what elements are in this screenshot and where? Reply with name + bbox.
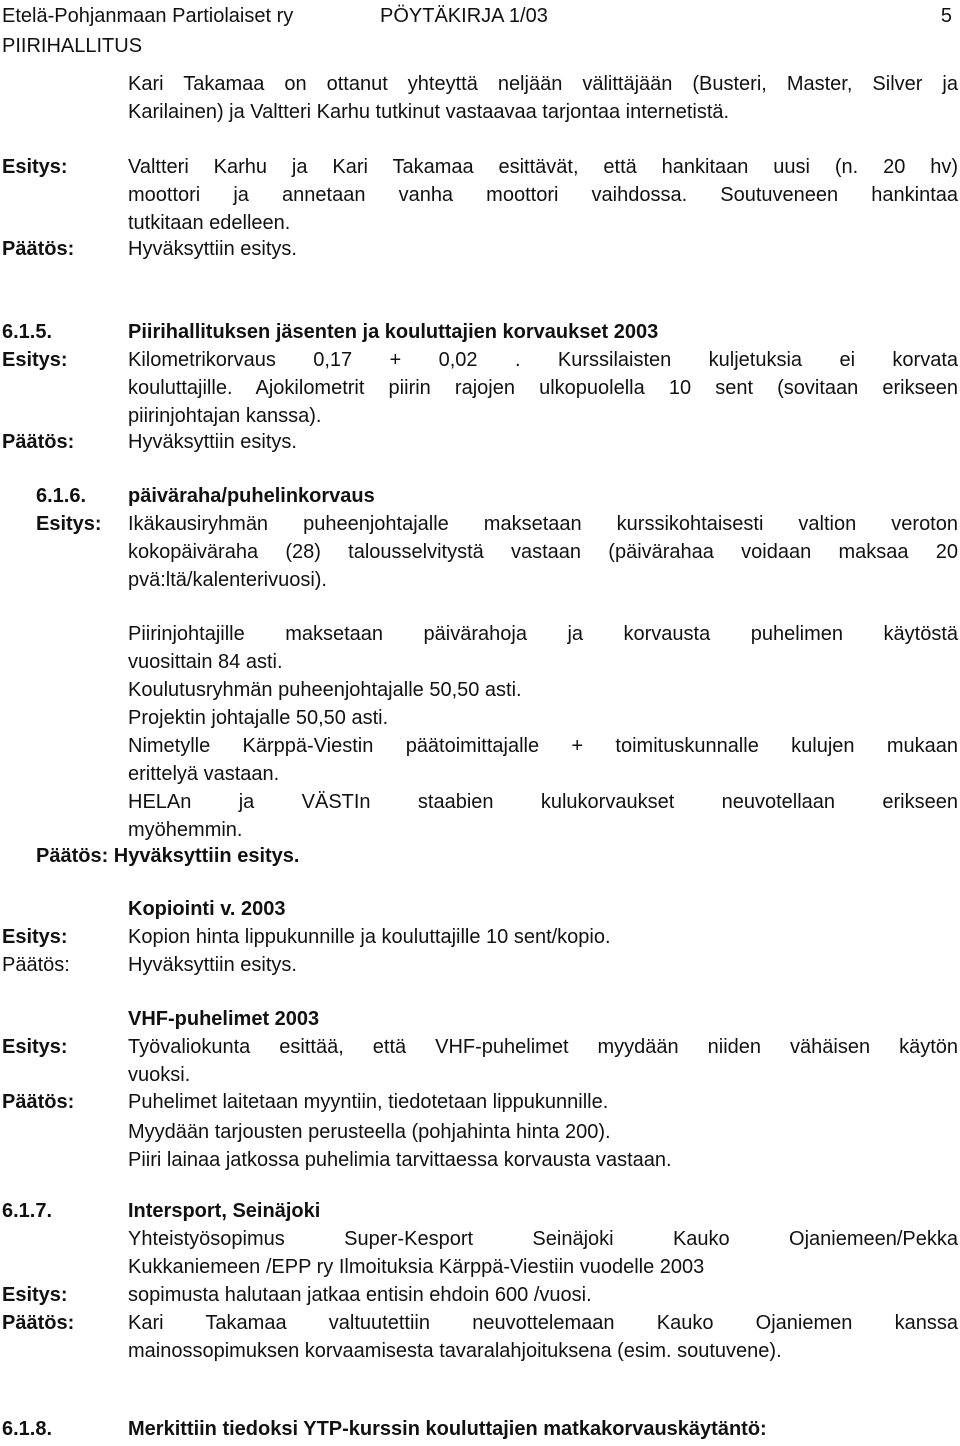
decision-label: Päätös: [2,238,75,260]
text-line: Kukkaniemeen /EPP ry Ilmoituksia Kärppä-Viestiin vuodelle 2003 [128,1256,705,1278]
text-line: mainossopimuksen korvaamisesta tavaralahjoituksena (esim. soutuvene). [128,1340,782,1362]
page-number: 5 [940,5,952,27]
text-line: myöhemmin. [128,819,243,841]
document-title: PÖYTÄKIRJA 1/03 [380,5,548,27]
text-line: Myydään tarjousten perusteella (pohjahinta hinta 200). [128,1121,611,1143]
decision-text: Hyväksyttiin esitys. [128,954,297,976]
decision-line [36,842,299,870]
text-line: vuoksi. [128,1064,191,1086]
section-number: 6.1.8. [2,1418,53,1440]
section-title: päiväraha/puhelinkorvaus [128,485,375,507]
decision-label: Päätös: [2,431,75,453]
text-line: kouluttajille. Ajokilometrit piirin rajojen ulkopuolella 10 sent (sovitaan erikseen [128,377,958,399]
section-number: 6.1.6. [36,485,87,507]
text-line: Kopion hinta lippukunnille ja kouluttajille 10 sent/kopio. [128,926,611,948]
text-line: Piiri lainaa jatkossa puhelimia tarvittaessa korvausta vastaan. [128,1149,672,1171]
page-header [0,2,960,62]
section-title: VHF-puhelimet 2003 [128,1008,320,1030]
decision-label: Päätös: [2,1312,75,1334]
text-line: Kilometrikorvaus 0,17 + 0,02 . Kurssilaisten kuljetuksia ei korvata [128,349,958,371]
proposal-label: Esitys: [2,156,68,178]
section-number: 6.1.7. [2,1200,53,1222]
proposal-label: Esitys: [36,513,102,535]
board-name: PIIRIHALLITUS [2,35,143,57]
text-line: piirinjohtajan kanssa). [128,405,322,427]
decision-text: Hyväksyttiin esitys. [128,431,297,453]
section-title: Intersport, Seinäjoki [128,1200,321,1222]
section-number: 6.1.5. [2,321,53,343]
decision-text: Päätös: Hyväksyttiin esitys. [36,845,300,867]
text-line: sopimusta halutaan jatkaa entisin ehdoin 600 /vuosi. [128,1284,592,1306]
text-line: moottori ja annetaan vanha moottori vaihdossa. Soutuveneen hankintaa [128,184,958,206]
text-line: Koulutusryhmän puheenjohtajalle 50,50 asti. [128,679,522,701]
text-line: tutkitaan edelleen. [128,212,291,234]
decision-label: Päätös: [2,954,70,976]
text-line: Yhteistyösopimus Super-Kesport Seinäjoki Kauko Ojaniemeen/Pekka [128,1228,958,1250]
text-line: Piirinjohtajille maksetaan päivärahoja ja korvausta puhelimen käytöstä [128,623,958,645]
proposal-label: Esitys: [2,926,68,948]
organization-name: Etelä-Pohjanmaan Partiolaiset ry [2,5,294,27]
text-line: kokopäiväraha (28) talousselvitystä vastaan (päivärahaa voidaan maksaa 20 [128,541,958,563]
section-title: Kopiointi v. 2003 [128,898,286,920]
text-line: HELAn ja VÄSTIn staabien kulukorvaukset neuvotellaan erikseen [128,791,958,813]
text-line: erittelyä vastaan. [128,763,280,785]
section-title: Piirihallituksen jäsenten ja kouluttajien korvaukset 2003 [128,321,659,343]
text-line: Nimetylle Kärppä-Viestin päätoimittajalle + toimituskunnalle kulujen mukaan [128,735,958,757]
decision-text: Hyväksyttiin esitys. [128,238,297,260]
text-line: Ikäkausiryhmän puheenjohtajalle maksetaan kurssikohtaisesti valtion veroton [128,513,958,535]
section-title: Merkittiin tiedoksi YTP-kurssin kouluttajien matkakorvauskäytäntö: [128,1418,767,1440]
decision-label: Päätös: [2,1091,75,1113]
text-line: Projektin johtajalle 50,50 asti. [128,707,389,729]
text-line: Puhelimet laitetaan myyntiin, tiedotetaan lippukunnille. [128,1091,609,1113]
proposal-label: Esitys: [2,1284,68,1306]
text-line: vuosittain 84 asti. [128,651,283,673]
proposal-label: Esitys: [2,349,68,371]
text-line: Kari Takamaa valtuutettiin neuvottelemaan Kauko Ojaniemen kanssa [128,1312,958,1334]
text-line: Kari Takamaa on ottanut yhteyttä neljään välittäjään (Busteri, Master, Silver ja [128,73,958,95]
text-line: pvä:ltä/kalenterivuosi). [128,569,327,591]
text-line: Valtteri Karhu ja Kari Takamaa esittävät, että hankitaan uusi (n. 20 hv) [128,156,958,178]
proposal-label: Esitys: [2,1036,68,1058]
text-line: Karilainen) ja Valtteri Karhu tutkinut vastaavaa tarjontaa internetistä. [128,101,730,123]
text-line: Työvaliokunta esittää, että VHF-puhelimet myydään niiden vähäisen käytön [128,1036,958,1058]
